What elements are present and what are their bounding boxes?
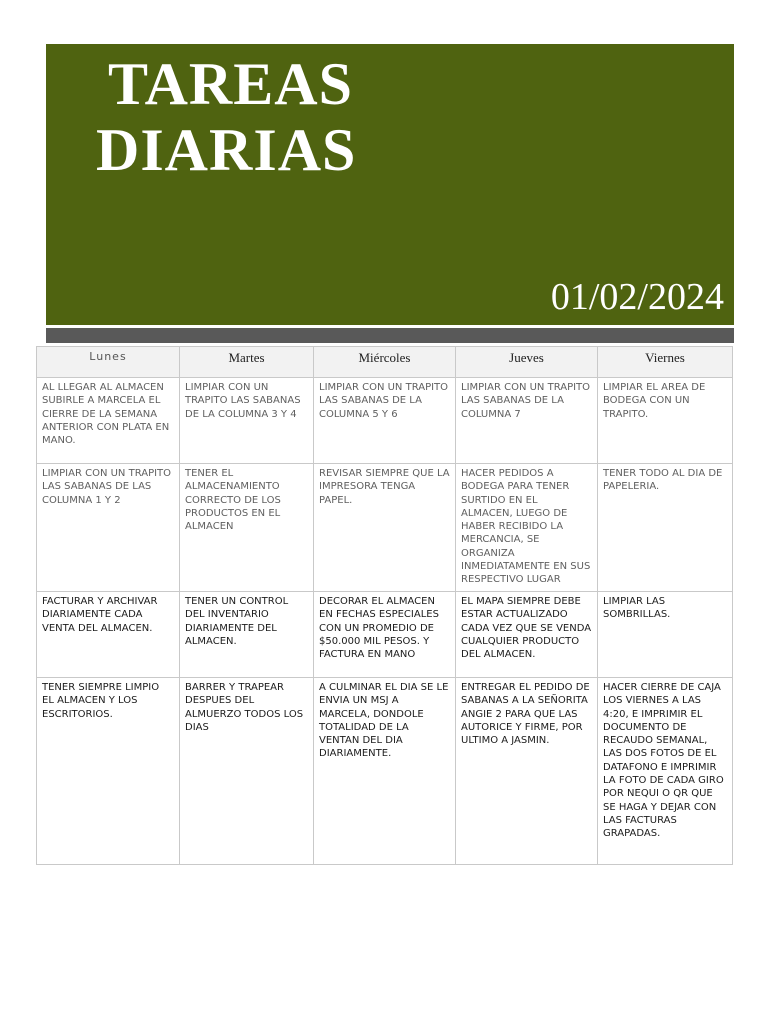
task-cell: LIMPIAR CON UN TRAPITO LAS SABANAS DE LA COLUMNA 5 Y 6 bbox=[314, 378, 456, 464]
task-cell: AL LLEGAR AL ALMACEN SUBIRLE A MARCELA EL CIERRE DE LA SEMANA ANTERIOR CON PLATA EN MANO. bbox=[37, 378, 180, 464]
day-header-viernes: Viernes bbox=[598, 347, 733, 378]
task-cell: A CULMINAR EL DIA SE LE ENVIA UN MSJ A MARCELA, DONDOLE TOTALIDAD DE LA VENTAN DEL DIA DIARIAMENTE. bbox=[314, 678, 456, 865]
page-title-line-2: DIARIAS bbox=[96, 117, 357, 183]
task-cell: ENTREGAR EL PEDIDO DE SABANAS A LA SEÑORITA ANGIE 2 PARA QUE LAS AUTORICE Y FIRME, POR ULTIMO A JASMIN. bbox=[456, 678, 598, 865]
table-row bbox=[37, 464, 733, 592]
table-row bbox=[37, 678, 733, 865]
task-cell: BARRER Y TRAPEAR DESPUES DEL ALMUERZO TODOS LOS DIAS bbox=[180, 678, 314, 865]
task-cell: LIMPIAR CON UN TRAPITO LAS SABANAS DE LA COLUMNA 3 Y 4 bbox=[180, 378, 314, 464]
day-header-miercoles: Miércoles bbox=[314, 347, 456, 378]
task-cell: HACER CIERRE DE CAJA LOS VIERNES A LAS 4:20, E IMPRIMIR EL DOCUMENTO DE RECAUDO SEMANAL, LAS DOS FOTOS DE EL DATAFONO E IMPRIMIR LA FOTO DE CADA GIRO POR NEQUI O QR QUE SE HAGA Y DEJAR CON LAS FACTURAS GRAPADAS. bbox=[598, 678, 733, 865]
day-header-jueves: Jueves bbox=[456, 347, 598, 378]
table-row bbox=[37, 378, 733, 464]
day-header-martes: Martes bbox=[180, 347, 314, 378]
task-cell: LIMPIAR LAS SOMBRILLAS. bbox=[598, 592, 733, 678]
task-cell: FACTURAR Y ARCHIVAR DIARIAMENTE CADA VENTA DEL ALMACEN. bbox=[37, 592, 180, 678]
day-header-row bbox=[37, 347, 733, 378]
page-title-line-1: TAREAS bbox=[108, 51, 353, 117]
task-cell: TENER EL ALMACENAMIENTO CORRECTO DE LOS PRODUCTOS EN EL ALMACEN bbox=[180, 464, 314, 592]
task-cell: LIMPIAR EL AREA DE BODEGA CON UN TRAPITO. bbox=[598, 378, 733, 464]
task-cell: TENER UN CONTROL DEL INVENTARIO DIARIAMENTE DEL ALMACEN. bbox=[180, 592, 314, 678]
task-cell: REVISAR SIEMPRE QUE LA IMPRESORA TENGA PAPEL. bbox=[314, 464, 456, 592]
title-banner bbox=[46, 44, 734, 325]
day-header-lunes: Lunes bbox=[37, 347, 180, 378]
task-cell: TENER TODO AL DIA DE PAPELERIA. bbox=[598, 464, 733, 592]
date-label: 01/02/2024 bbox=[550, 276, 724, 318]
task-cell: HACER PEDIDOS A BODEGA PARA TENER SURTIDO EN EL ALMACEN, LUEGO DE HABER RECIBIDO LA MERCANCIA, SE ORGANIZA INMEDIATAMENTE EN SUS RESPECTIVO LUGAR bbox=[456, 464, 598, 592]
header-divider bbox=[46, 328, 734, 343]
task-cell: DECORAR EL ALMACEN EN FECHAS ESPECIALES CON UN PROMEDIO DE $50.000 MIL PESOS. Y FACTURA EN MANO bbox=[314, 592, 456, 678]
task-cell: LIMPIAR CON UN TRAPITO LAS SABANAS DE LAS COLUMNA 1 Y 2 bbox=[37, 464, 180, 592]
task-cell: LIMPIAR CON UN TRAPITO LAS SABANAS DE LA COLUMNA 7 bbox=[456, 378, 598, 464]
task-cell: EL MAPA SIEMPRE DEBE ESTAR ACTUALIZADO CADA VEZ QUE SE VENDA CUALQUIER PRODUCTO DEL ALMACEN. bbox=[456, 592, 598, 678]
task-cell: TENER SIEMPRE LIMPIO EL ALMACEN Y LOS ESCRITORIOS. bbox=[37, 678, 180, 865]
weekly-tasks-table bbox=[36, 346, 733, 865]
table-row bbox=[37, 592, 733, 678]
